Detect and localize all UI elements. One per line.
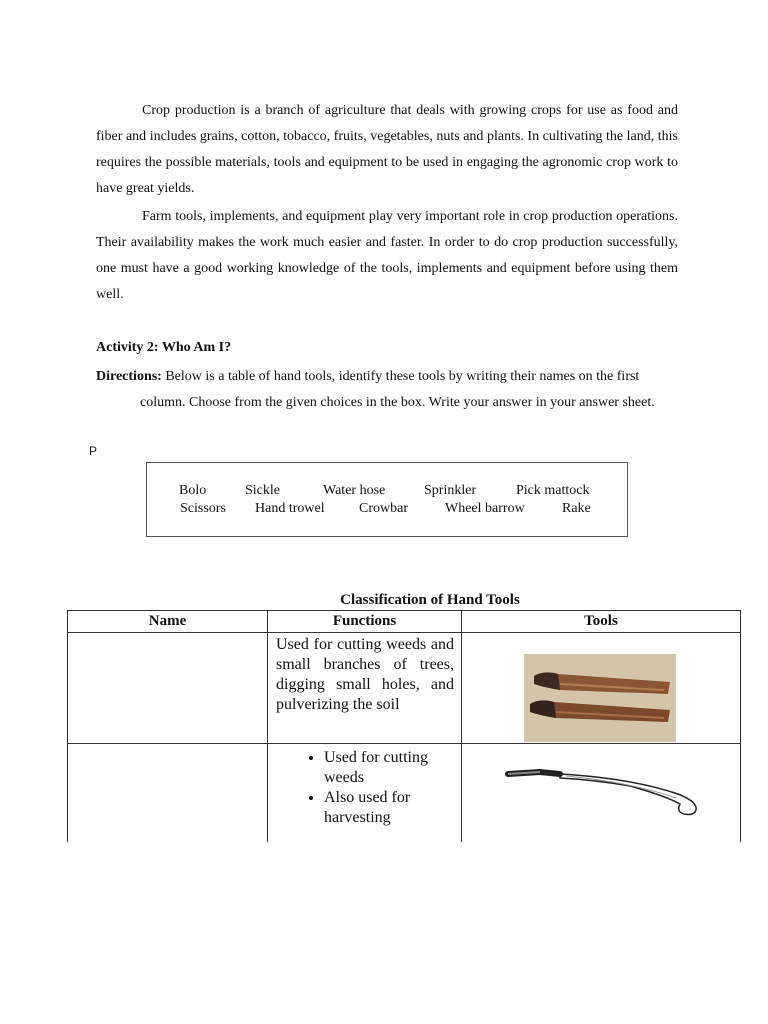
table-row	[68, 633, 741, 744]
choices-box	[146, 462, 628, 537]
choice-item: Rake	[562, 501, 591, 516]
name-cell[interactable]	[68, 744, 268, 843]
header-functions: Functions	[268, 611, 462, 633]
tool-cell	[462, 744, 741, 843]
function-bullet: • Used for cutting weeds	[324, 748, 461, 788]
directions-label: Directions:	[96, 369, 162, 384]
choice-item: Bolo	[179, 483, 207, 498]
choice-item: Wheel barrow	[445, 501, 525, 516]
choice-item: Water hose	[323, 483, 386, 498]
activity-title: Activity 2: Who Am I?	[96, 340, 232, 355]
function-bullets	[268, 748, 461, 828]
header-tools: Tools	[462, 611, 741, 633]
intro-paragraph-1	[96, 98, 678, 202]
tool-cell	[462, 633, 741, 744]
table-header-row	[68, 611, 741, 633]
choice-item: Sickle	[245, 483, 280, 498]
directions-first-line: Below is a table of hand tools, identify these tools by writing their names on the first	[165, 369, 640, 384]
header-name: Name	[68, 611, 268, 633]
intro-paragraph-2-text: Farm tools, implements, and equipment play very important role in crop production operations. Their availability makes the work much easier and faster. In order to do crop production successfully, one must have a good working knowledge of the tools, implements and equipment before using them well.	[96, 209, 678, 302]
directions	[96, 364, 686, 416]
bolo-knives-photo	[524, 654, 676, 742]
table-row	[68, 744, 741, 843]
name-cell[interactable]	[68, 633, 268, 744]
stray-mark: P	[89, 444, 98, 458]
choice-item: Sprinkler	[424, 483, 477, 498]
intro-paragraph-2	[96, 204, 678, 308]
choice-item: Scissors	[180, 501, 226, 516]
function-cell	[268, 744, 462, 843]
function-cell	[268, 633, 462, 744]
directions-rest: column. Choose from the given choices in the box. Write your answer in your answer sheet.	[140, 395, 655, 410]
hand-tools-table	[67, 610, 741, 842]
sickle-drawing	[500, 756, 706, 826]
function-text: Used for cutting weeds and small branches of trees, digging small holes, and pulverizing the soil	[276, 636, 454, 713]
table-caption-text: Classification of Hand Tools	[340, 592, 520, 608]
intro-paragraph-1-text: Crop production is a branch of agriculture that deals with growing crops for use as food and fiber and includes grains, cotton, tobacco, fruits, vegetables, nuts and plants. In cultivating the land, this requires the possible materials, tools and equipment to be used in engaging the agronomic crop work to have great yields.	[96, 103, 678, 196]
function-bullet: • Also used for harvesting	[324, 788, 461, 828]
choice-item: Pick mattock	[516, 483, 590, 498]
table-caption	[0, 592, 768, 609]
choice-item: Hand trowel	[255, 501, 325, 516]
choice-item: Crowbar	[359, 501, 408, 516]
